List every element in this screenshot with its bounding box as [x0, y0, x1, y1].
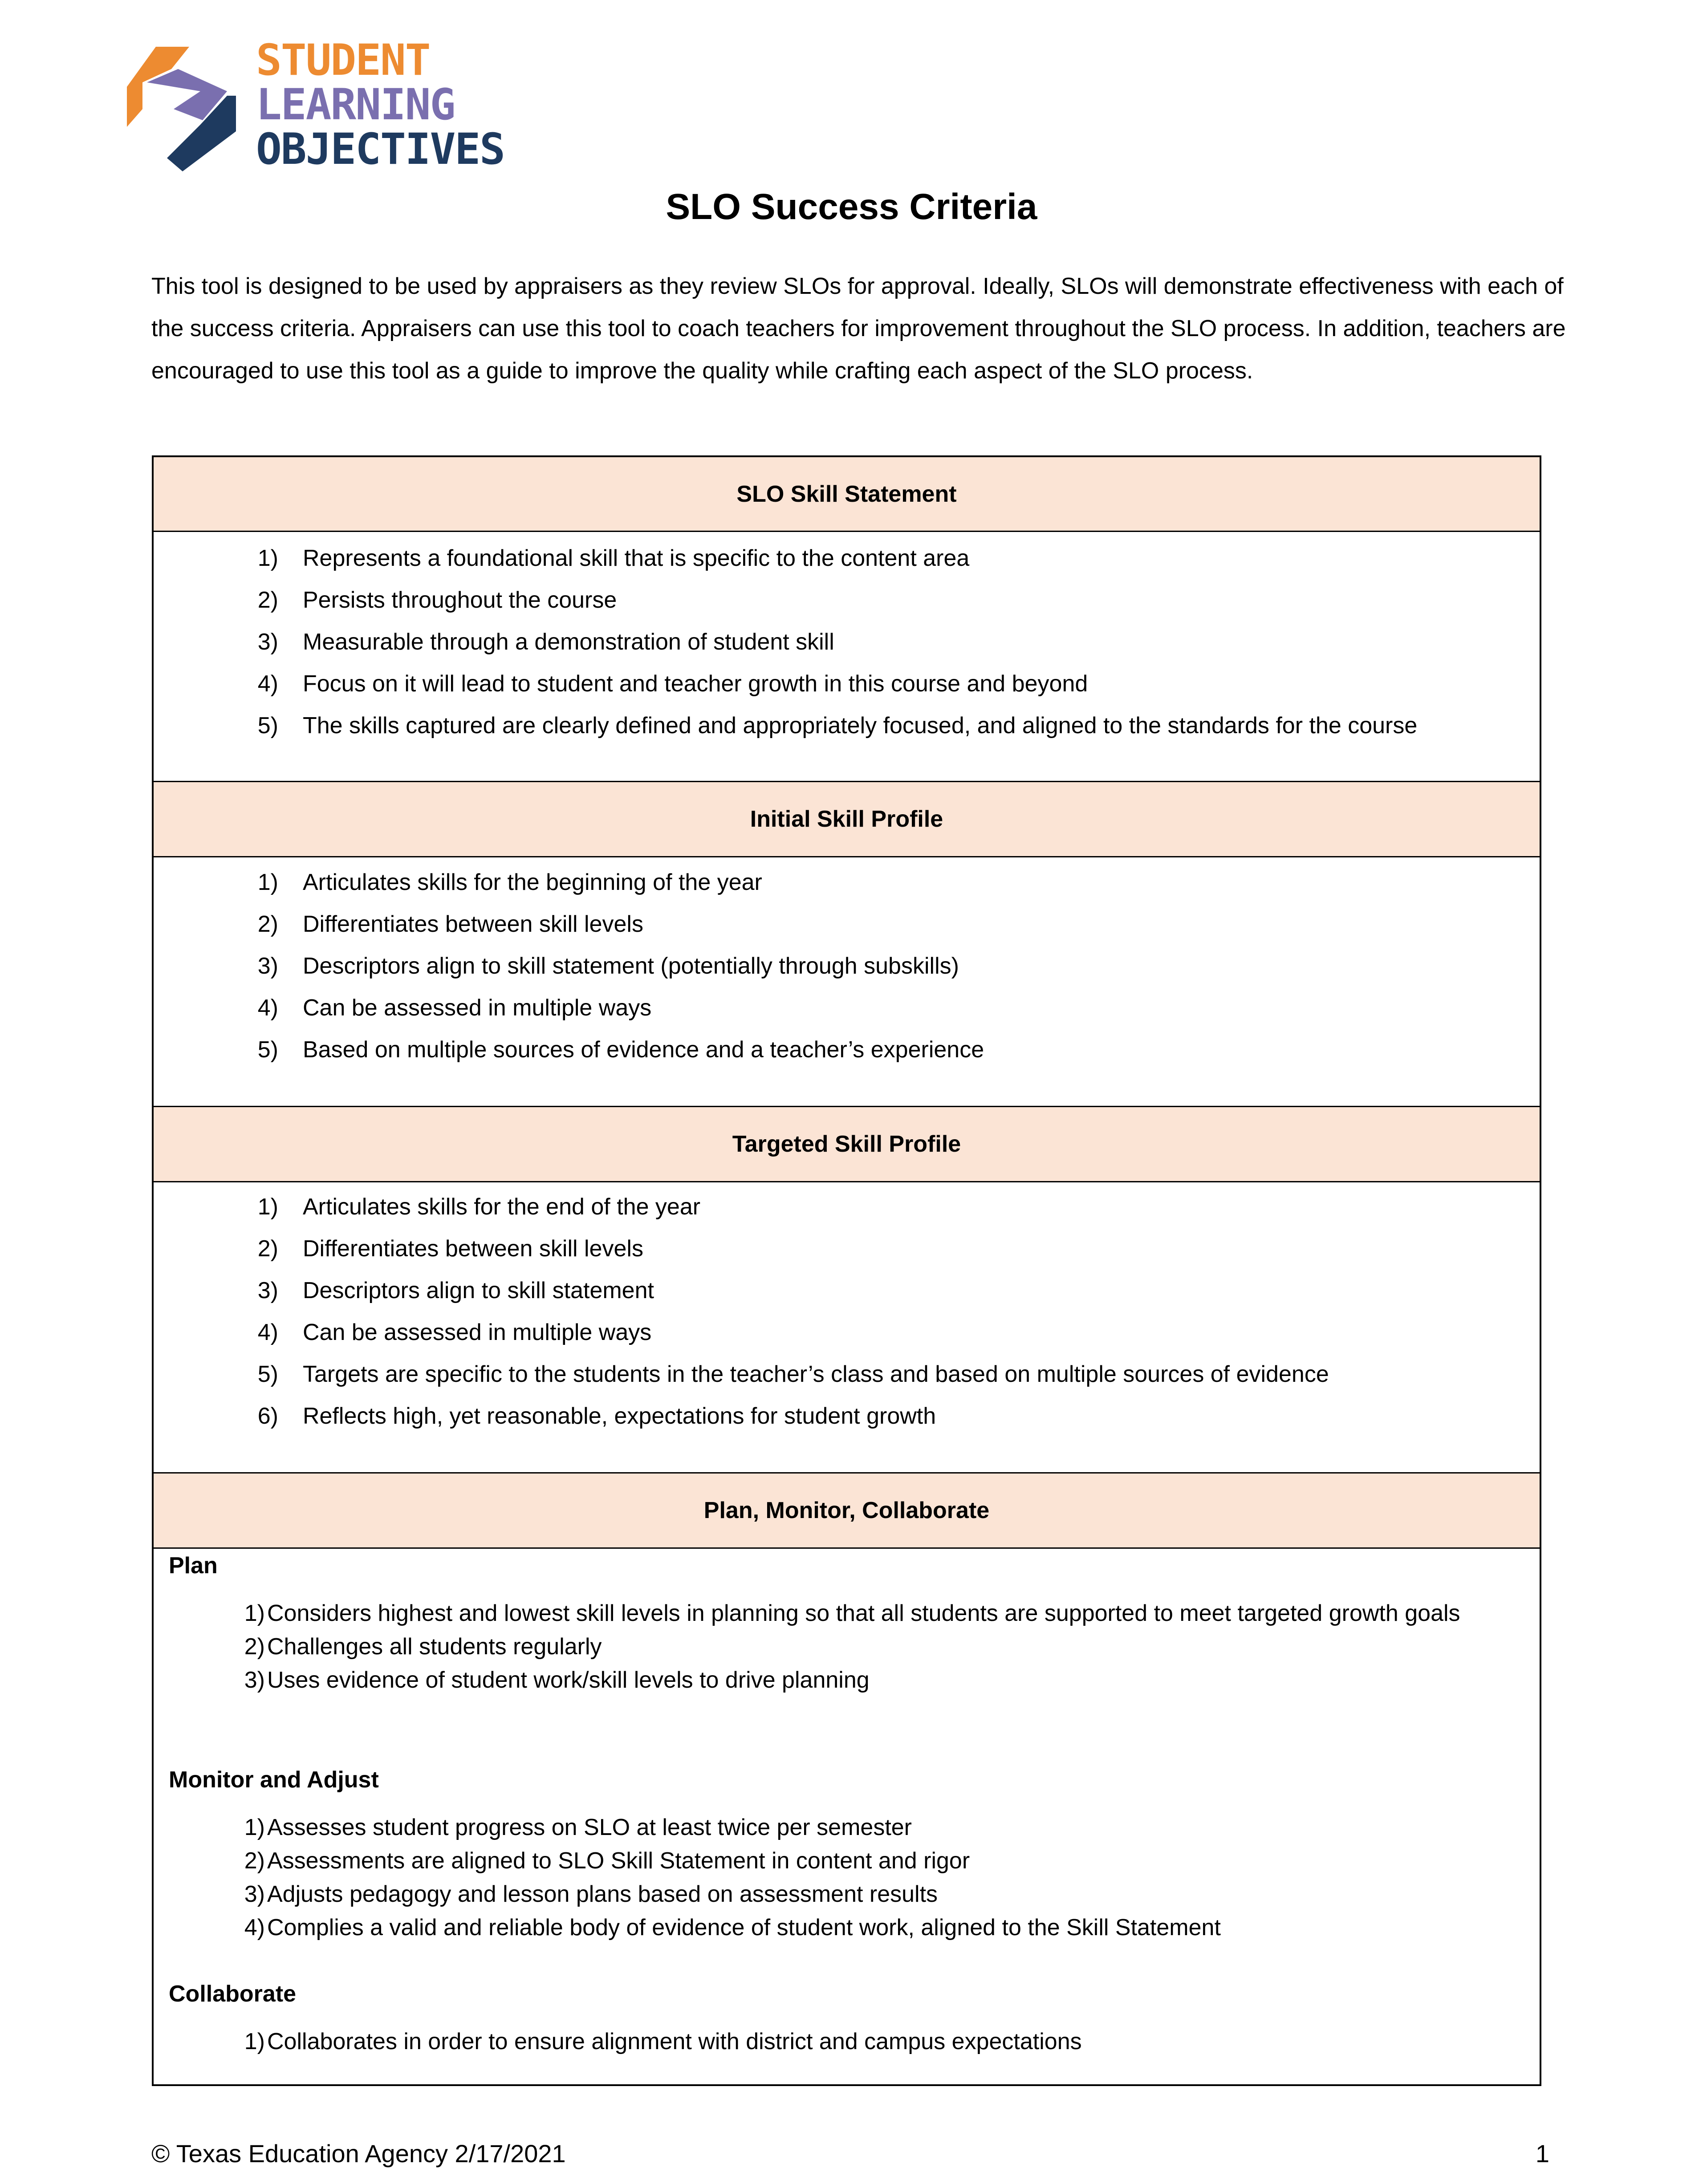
item-text: Focus on it will lead to student and teacher growth in this course and beyond: [303, 671, 1088, 697]
item-text: Assessments are aligned to SLO Skill Statement in content and rigor: [267, 1848, 970, 1874]
page-number: 1: [1535, 2139, 1549, 2168]
list-item: [220, 1664, 1523, 1697]
item-number: 3): [244, 1881, 265, 1907]
page-title: SLO Success Criteria: [666, 187, 1037, 227]
list-item: [220, 1878, 1523, 1911]
list-item: [220, 1630, 1523, 1664]
item-text: Differentiates between skill levels: [303, 911, 643, 937]
item-text: Targets are specific to the students in the teacher’s class and based on multiple sources of evidence: [303, 1361, 1329, 1387]
section-heading: SLO Skill Statement: [736, 481, 957, 507]
list-item: [220, 1911, 1523, 1944]
item-number: 6): [257, 1403, 278, 1429]
list-item: [220, 1844, 1523, 1878]
subheading-plan: Plan: [169, 1553, 218, 1579]
item-number: 1): [244, 1600, 265, 1626]
section-header-plan-monitor: [154, 1472, 1540, 1549]
subheading-collaborate: Collaborate: [169, 1981, 297, 2007]
list-item: [220, 1811, 1523, 1844]
item-number: 2): [244, 1848, 265, 1874]
item-number: 1): [244, 1815, 265, 1840]
item-text: Articulates skills for the end of the year: [303, 1194, 701, 1220]
item-text: Measurable through a demonstration of student skill: [303, 629, 834, 655]
item-number: 1): [257, 869, 278, 895]
item-number: 3): [244, 1667, 265, 1693]
item-number: 3): [257, 953, 278, 979]
item-number: 1): [257, 545, 278, 571]
plan-list: [220, 1597, 1523, 1697]
item-text: Collaborates in order to ensure alignment with district and campus expectations: [267, 2029, 1082, 2054]
item-number: 3): [257, 1278, 278, 1303]
item-number: 2): [244, 1634, 265, 1660]
item-text: Can be assessed in multiple ways: [303, 995, 652, 1021]
item-text: Considers highest and lowest skill levels in planning so that all students are supported to meet targeted growth goals: [267, 1600, 1460, 1626]
item-number: 4): [244, 1915, 265, 1940]
item-text: Complies a valid and reliable body of evidence of student work, aligned to the Skill Statement: [267, 1915, 1221, 1940]
item-number: 2): [257, 587, 278, 613]
list-item: [220, 1597, 1523, 1630]
item-text: Descriptors align to skill statement (potentially through subskills): [303, 953, 959, 979]
item-text: Can be assessed in multiple ways: [303, 1319, 652, 1345]
intro-paragraph: This tool is designed to be used by appraisers as they review SLOs for approval. Ideally, SLOs will demonstrate effectiveness with each of the success criteria. Appraisers can use this tool to coach teachers for improvement throughout the SLO process. In addition, teachers are encouraged to use this tool as a guide to improve the quality while crafting each aspect of the SLO process.: [151, 273, 1566, 384]
item-number: 4): [257, 671, 278, 697]
item-number: 2): [257, 911, 278, 937]
item-text: Uses evidence of student work/skill levels to drive planning: [267, 1667, 870, 1693]
section-header-initial-profile: [154, 781, 1540, 857]
slo-logo: [125, 35, 548, 174]
slo-logo-mark-icon: [125, 38, 254, 171]
section-heading: Plan, Monitor, Collaborate: [703, 1498, 990, 1523]
item-number: 4): [257, 995, 278, 1021]
subheading-monitor: Monitor and Adjust: [169, 1767, 379, 1793]
item-number: 4): [257, 1319, 278, 1345]
monitor-list: [220, 1811, 1523, 1944]
item-text: Represents a foundational skill that is specific to the content area: [303, 545, 970, 571]
item-text: Based on multiple sources of evidence and a teacher’s experience: [303, 1037, 984, 1063]
item-number: 1): [257, 1194, 278, 1220]
logo-word-student: STUDENT: [256, 35, 430, 85]
item-text: The skills captured are clearly defined and appropriately focused, and aligned to the standards for the course: [303, 713, 1418, 739]
item-text: Differentiates between skill levels: [303, 1236, 643, 1262]
collaborate-list: [220, 2025, 1523, 2058]
item-number: 5): [257, 1037, 278, 1063]
footer-copyright: © Texas Education Agency 2/17/2021: [151, 2139, 566, 2168]
criteria-table: [152, 455, 1541, 2086]
item-text: Adjusts pedagogy and lesson plans based on assessment results: [267, 1881, 938, 1907]
section-header-targeted-profile: [154, 1106, 1540, 1182]
section-heading: Initial Skill Profile: [750, 806, 943, 832]
item-number: 3): [257, 629, 278, 655]
item-text: Reflects high, yet reasonable, expectations for student growth: [303, 1403, 936, 1429]
item-number: 2): [257, 1236, 278, 1262]
item-text: Persists throughout the course: [303, 587, 617, 613]
section-header-skill-statement: [154, 457, 1540, 532]
item-text: Assesses student progress on SLO at least twice per semester: [267, 1815, 912, 1840]
logo-word-learning: LEARNING: [256, 80, 455, 130]
item-text: Descriptors align to skill statement: [303, 1278, 654, 1303]
item-number: 5): [257, 713, 278, 739]
item-number: 1): [244, 2029, 265, 2054]
item-number: 5): [257, 1361, 278, 1387]
item-text: Articulates skills for the beginning of the year: [303, 869, 762, 895]
list-item: [220, 2025, 1523, 2058]
item-text: Challenges all students regularly: [267, 1634, 602, 1660]
section-heading: Targeted Skill Profile: [732, 1131, 961, 1157]
logo-word-objectives: OBJECTIVES: [256, 124, 504, 174]
